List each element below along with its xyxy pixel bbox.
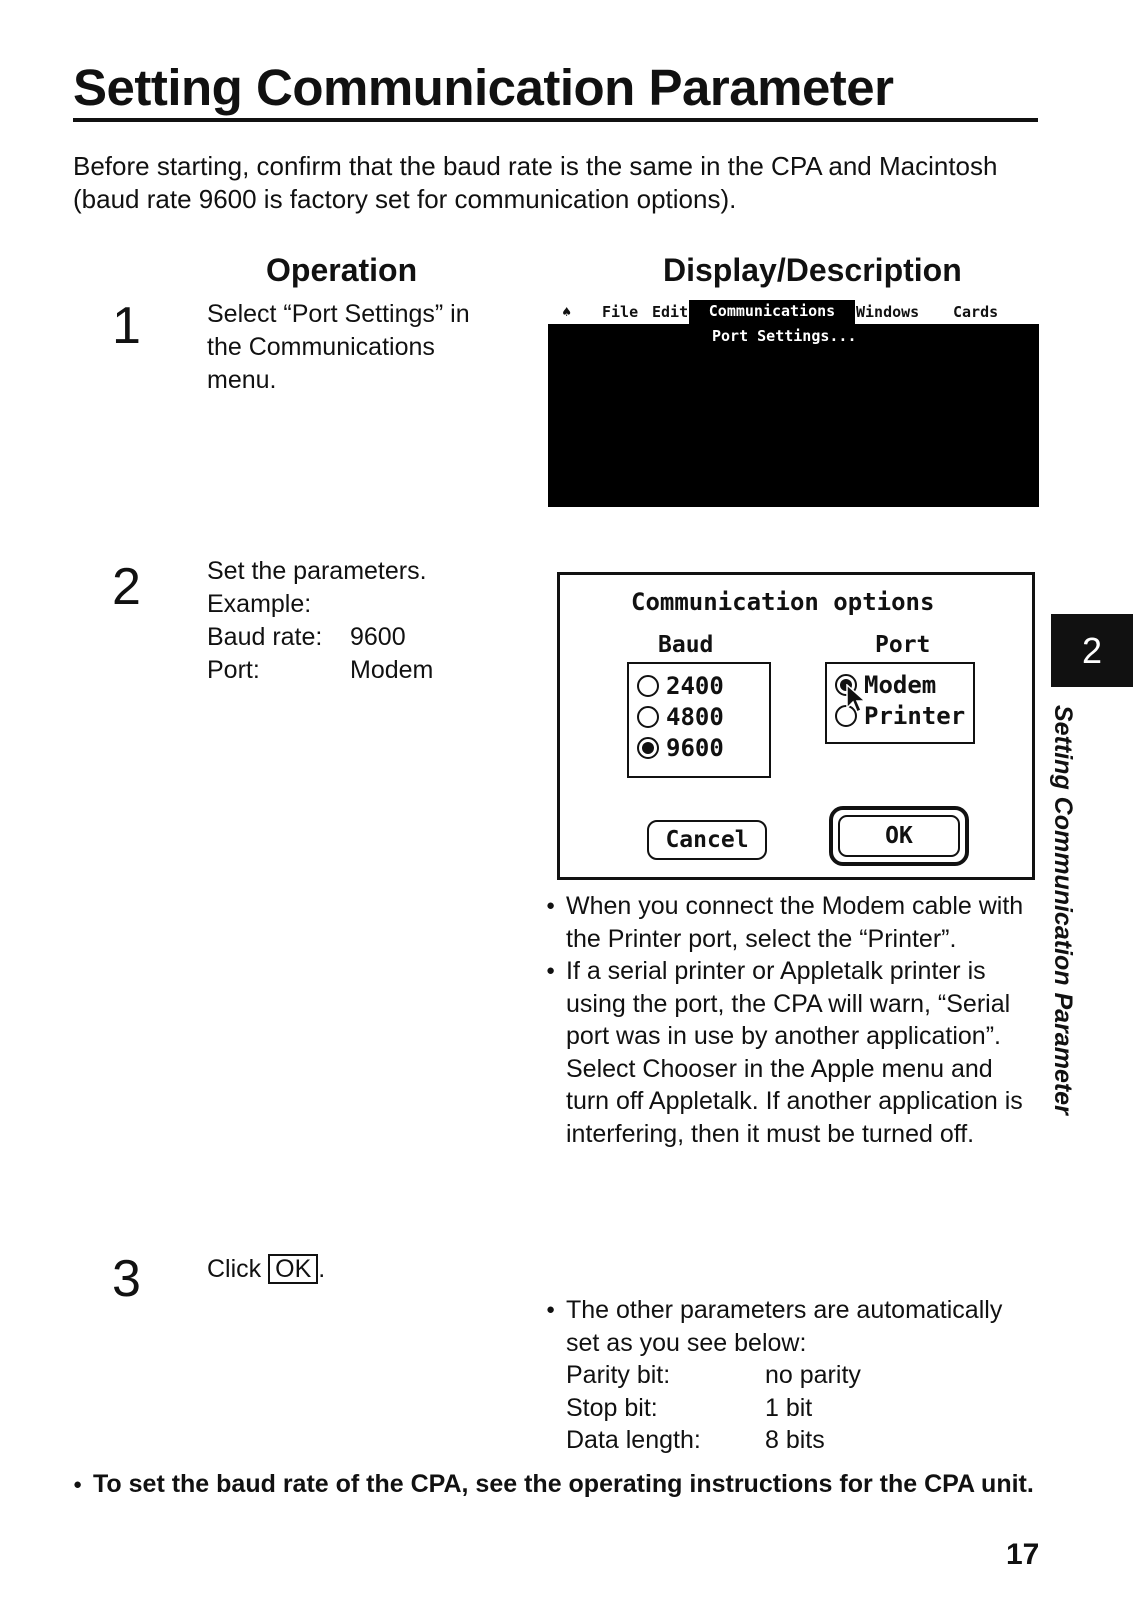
menu-windows[interactable]: Windows xyxy=(856,303,920,321)
cpa-baud-note: ● To set the baud rate of the CPA, see the operating instructions for the CPA unit. xyxy=(73,1468,1053,1501)
port-example xyxy=(207,654,507,687)
mac-menubar xyxy=(548,300,1039,324)
baud-option-2400[interactable] xyxy=(637,670,724,701)
step-2-line2: Example: xyxy=(207,590,312,618)
parameter-row xyxy=(566,1392,1036,1425)
radio-icon[interactable] xyxy=(637,706,659,728)
parameter-value: no parity xyxy=(765,1361,861,1389)
parameter-label: Stop bit: xyxy=(566,1393,658,1422)
port-option-label: Printer xyxy=(864,701,966,730)
parameter-row xyxy=(566,1424,1036,1457)
parameter-row xyxy=(566,1359,1036,1392)
dialog-title: Communication options xyxy=(631,588,935,616)
note-printer-port: ● When you connect the Modem cable with the Printer port, select the “Printer”. xyxy=(546,890,1036,955)
step-3-click-text: Click xyxy=(207,1255,262,1283)
port-group-label: Port xyxy=(875,632,931,658)
step-1-number: 1 xyxy=(112,297,141,355)
port-example-value: Modem xyxy=(350,656,434,684)
parameter-label: Data length: xyxy=(566,1426,701,1454)
apple-menu-icon[interactable]: ♠ xyxy=(562,303,572,321)
ok-button[interactable]: OK xyxy=(838,815,960,857)
chapter-tab: 2 xyxy=(1051,614,1133,687)
step-3-text: Click OK . xyxy=(207,1255,326,1283)
intro-paragraph: Before starting, confirm that the baud rate is the same in the CPA and Macintosh (baud rate 9600 is factory set for communication options). xyxy=(73,151,998,214)
radio-selected-dot xyxy=(642,742,654,754)
ok-inline-button: OK xyxy=(268,1254,318,1284)
baud-option-label: 9600 xyxy=(666,733,724,762)
baud-option-9600[interactable] xyxy=(637,732,724,763)
step-2-text xyxy=(207,555,507,687)
mac-screen xyxy=(548,322,1039,507)
baud-group-label: Baud xyxy=(658,632,714,658)
page-number: 17 xyxy=(1006,1538,1040,1571)
mouse-pointer-icon xyxy=(845,684,867,714)
step-2-line1: Set the parameters. xyxy=(207,557,427,585)
menu-file[interactable]: File xyxy=(602,303,639,321)
baud-option-label: 4800 xyxy=(666,702,724,731)
baud-example xyxy=(207,621,507,654)
baud-example-value: 9600 xyxy=(350,623,406,651)
baud-group xyxy=(627,662,771,778)
menu-edit[interactable]: Edit xyxy=(652,303,689,321)
step-2-notes xyxy=(546,890,1036,1150)
chapter-side-text: Setting Communication Parameter xyxy=(1049,705,1077,1115)
menu-item-port-settings[interactable]: Port Settings... xyxy=(712,327,857,345)
chapter-side-label xyxy=(1045,705,1085,1145)
note-other-parameters: ● The other parameters are automatically set as you see below: xyxy=(546,1294,1036,1359)
baud-example-label: Baud rate: xyxy=(207,623,323,651)
page-title: Setting Communication Parameter xyxy=(73,59,894,116)
radio-icon[interactable] xyxy=(637,675,659,697)
baud-radio-list xyxy=(637,670,724,763)
display-heading: Display/Description xyxy=(663,252,962,288)
step-3-number: 3 xyxy=(112,1250,141,1308)
note-serial-warning: ● If a serial printer or Appletalk printer is using the port, the CPA will warn, “Serial port was in use by another application”. Select Chooser in the Apple menu and turn off Appletalk. If another application is interfering, then it must be turned off. xyxy=(546,955,1036,1150)
step-1-text: Select “Port Settings” in the Communications menu. xyxy=(207,300,470,394)
port-option-label: Modem xyxy=(864,670,937,699)
cancel-button[interactable]: Cancel xyxy=(647,820,767,860)
operation-heading: Operation xyxy=(266,252,418,288)
menu-cards[interactable]: Cards xyxy=(953,303,999,321)
menu-communications[interactable]: Communications xyxy=(689,300,855,324)
step-2-number: 2 xyxy=(112,558,141,616)
parameter-value: 1 bit xyxy=(765,1393,813,1422)
parameter-value: 8 bits xyxy=(765,1426,825,1454)
parameter-list xyxy=(546,1359,1036,1457)
parameter-label: Parity bit: xyxy=(566,1361,671,1389)
step-3-notes xyxy=(546,1294,1036,1457)
baud-option-4800[interactable] xyxy=(637,701,724,732)
title-underline xyxy=(73,118,1038,122)
radio-icon[interactable] xyxy=(637,737,659,759)
port-example-label: Port: xyxy=(207,656,260,684)
baud-option-label: 2400 xyxy=(666,671,724,700)
